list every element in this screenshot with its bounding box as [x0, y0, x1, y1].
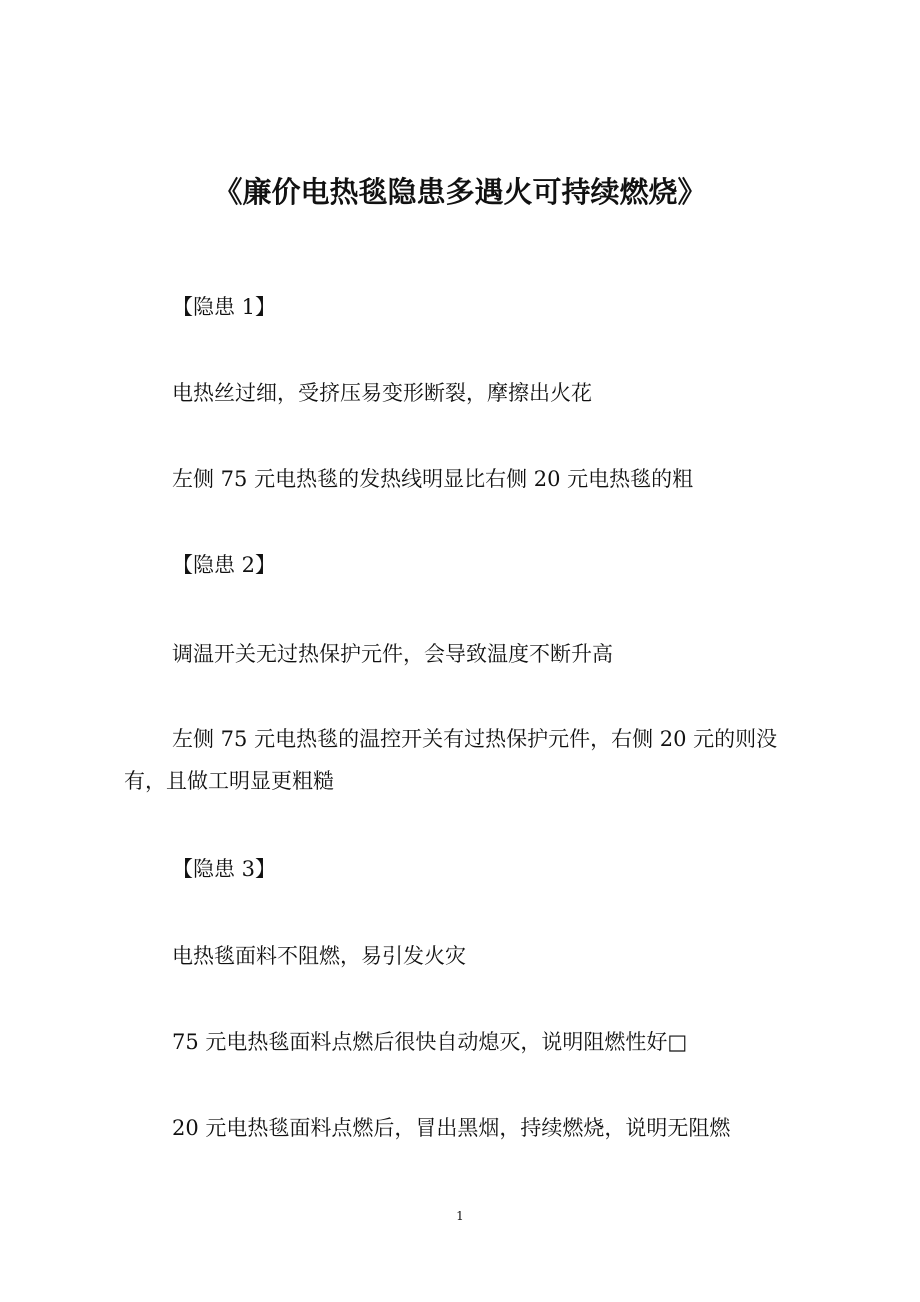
paragraph: 20 元电热毯面料点燃后，冒出黑烟，持续燃烧，说明无阻燃 — [172, 1116, 731, 1140]
paragraph: 75 元电热毯面料点燃后很快自动熄灭，说明阻燃性好□ — [172, 1030, 688, 1054]
paragraph: 左侧 75 元电热毯的温控开关有过热保护元件，右侧 20 元的则没有，且做工明显更粗糙 — [124, 727, 778, 793]
paragraph: 电热毯面料不阻燃，易引发火灾 — [172, 944, 466, 968]
paragraph: 左侧 75 元电热毯的发热线明显比右侧 20 元电热毯的粗 — [172, 467, 694, 491]
section-heading-hazard-2: 【隐患 2】 — [172, 553, 277, 577]
section-heading-hazard-1: 【隐患 1】 — [172, 295, 277, 319]
page-number: 1 — [456, 1209, 464, 1223]
paragraph: 调温开关无过热保护元件，会导致温度不断升高 — [172, 642, 613, 666]
paragraph: 电热丝过细，受挤压易变形断裂，摩擦出火花 — [172, 381, 592, 405]
section-heading-hazard-3: 【隐患 3】 — [172, 857, 277, 881]
document-title: 《廉价电热毯隐患多遇火可持续燃烧》 — [213, 175, 707, 209]
